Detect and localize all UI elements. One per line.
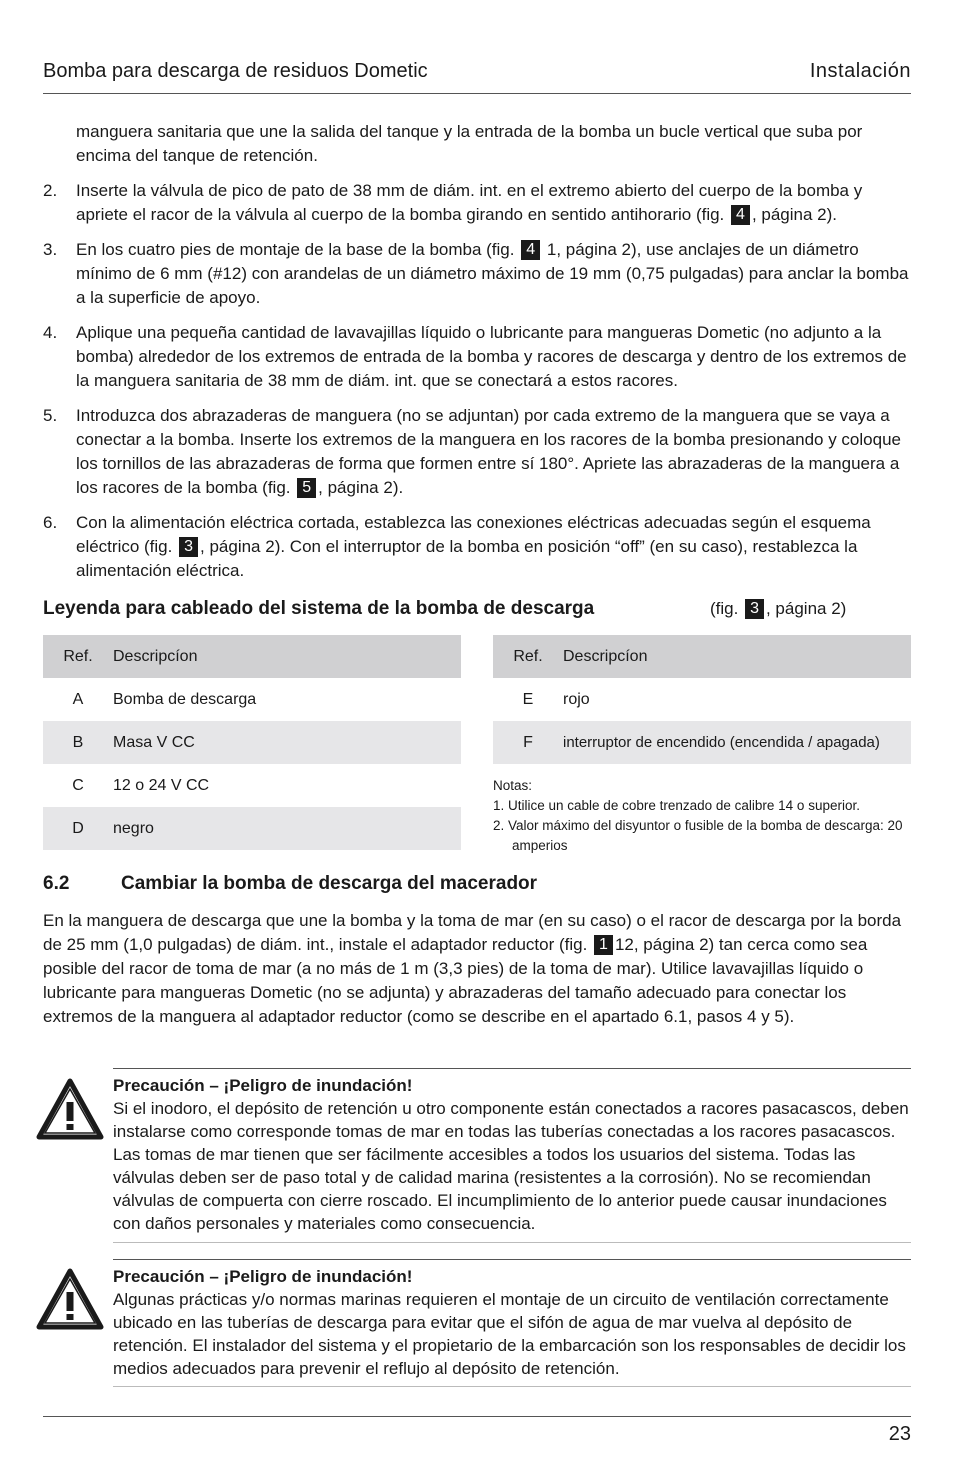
- caution-divider: [113, 1242, 911, 1243]
- caution-divider: [113, 1386, 911, 1387]
- warning-triangle-icon: [36, 1268, 104, 1330]
- legend-figure-ref: (fig. 3 , página 2): [710, 599, 847, 618]
- figure-ref-badge: 5: [297, 478, 316, 498]
- figure-ref-badge: 3: [745, 599, 764, 619]
- ref-cell: B: [43, 721, 113, 764]
- description-cell: 12 o 24 V CC: [113, 776, 210, 794]
- figure-ref-badge: 3: [179, 537, 198, 557]
- caution-divider: [113, 1259, 911, 1260]
- step-number: 6.: [43, 513, 58, 532]
- figure-ref-badge: 4: [521, 240, 540, 260]
- table-header-row: [493, 635, 911, 678]
- step-2-text: Inserte la válvula de pico de pato de 38 mm de diám. int. en el extremo abierto del cuerpo de la bomba y apriete el racor de la válvula al cuerpo de la bomba girando en sentido antihorario (fig. 4 , página 2).: [76, 181, 863, 224]
- section-label: Instalación: [809, 60, 911, 82]
- step-number: 3.: [43, 240, 58, 259]
- step-number: 4.: [43, 323, 58, 342]
- description-cell: Bomba de descarga: [113, 690, 257, 708]
- step-1-continuation: manguera sanitaria que une la salida del tanque y la entrada de la bomba un bucle vertical que suba por encima del tanque de retención.: [76, 122, 863, 165]
- caution-block: [113, 1265, 913, 1380]
- ref-cell: D: [43, 807, 113, 850]
- ref-cell: C: [72, 776, 84, 794]
- caution-title: Precaución – ¡Peligro de inundación!: [113, 1267, 413, 1286]
- step-3-text: En los cuatro pies de montaje de la base de la bomba (fig. 4 1, página 2), use anclajes de un diámetro mínimo de 6 mm (#12) con arandelas de un diámetro máximo de 19 mm (0,75 pulgadas) para anclar la bomba a la superficie de apoyo.: [76, 240, 909, 307]
- table-row: [43, 721, 461, 764]
- note-item: 2. Valor máximo del disyuntor o fusible de la bomba de descarga: 20 amperios: [493, 818, 903, 853]
- footer-divider: [43, 1416, 911, 1417]
- step-number: 5.: [43, 406, 58, 425]
- column-header-ref: Ref.: [493, 635, 563, 678]
- column-header-description: Descripcíon: [563, 635, 911, 678]
- step-6-text: Con la alimentación eléctrica cortada, establezca las conexiones eléctricas adecuadas según el esquema eléctrico (fig. 3 , página 2). Con el interruptor de la bomba en posición “off” (en su caso), restablezca la alimentación eléctrica.: [76, 513, 871, 580]
- column-header-description: Descripcíon: [113, 635, 461, 678]
- caution-block: [113, 1074, 913, 1235]
- table-row: [43, 807, 461, 850]
- step-5-text: Introduzca dos abrazaderas de manguera (no se adjuntan) por cada extremo de la manguera que se vaya a conectar a la bomba. Inserte los extremos de la manguera en los racores de la bomba presionando y coloque los tornillos de las abrazaderas de forma que formen entre sí 180°. Apriete las abrazaderas de la manguera a los racores de la bomba (fig. 5 , página 2).: [76, 406, 901, 497]
- caution-body: Si el inodoro, el depósito de retención u otro componente están conectados a racores pasacascos, deben instalarse como corresponde tomas de mar en todas las tuberías conectadas a los racores pasacascos. Las tomas de mar tienen que ser fácilmente accesibles a todos los usuarios del sistema. Todas las válvulas deben ser de paso total y de calidad marina (resistentes a la corrosión). No se recomiendan válvulas de compuerta con cierre roscado. El incumplimiento de lo anterior puede causar inundaciones con daños personales y materiales como consecuencia.: [113, 1099, 909, 1233]
- figure-ref-badge: 4: [731, 205, 750, 225]
- ref-cell: A: [72, 690, 84, 708]
- table-row: [43, 764, 461, 807]
- caution-body: Algunas prácticas y/o normas marinas requieren el montaje de un circuito de ventilación correctamente ubicado en las tuberías de descarga para evitar que el sifón de agua de mar vuelva al depósito de retención. El instalador del sistema y el propietario de la embarcación son los responsables de decidir los medios adecuados para prevenir el reflujo al depósito de retención.: [113, 1290, 906, 1378]
- document-title: Bomba para descarga de residuos Dometic: [43, 60, 428, 82]
- note-item: 1. Utilice un cable de cobre trenzado de calibre 14 o superior.: [493, 798, 860, 813]
- section-number: 6.2: [43, 873, 70, 894]
- section-paragraph: En la manguera de descarga que une la bomba y la toma de mar (en su caso) o el racor de descarga por la borda de 25 mm (1,0 pulgadas) de diám. int., instale el adaptador reductor (fig. 1 12, página 2) tan cerca como sea posible del racor de toma de mar (a no más de 1 m (3,3 pies) de la toma de mar). Utilice lavavajillas líquido o lubricante para mangueras Dometic (no se adjunta) y abrazaderas del tamaño adecuado para conectar los extremos de la manguera al adaptador reductor (como se describe en el apartado 6.1, pasos 4 y 5).: [43, 911, 902, 1026]
- legend-table-right: [493, 635, 911, 764]
- table-row: [493, 721, 911, 764]
- table-header-row: [43, 635, 461, 678]
- notes-title: Notas:: [493, 778, 533, 793]
- header-divider: [43, 93, 911, 94]
- description-cell: negro: [113, 807, 461, 850]
- description-cell: rojo: [563, 690, 590, 708]
- ref-cell: F: [493, 721, 563, 764]
- step-number: 2.: [43, 181, 58, 200]
- caution-divider: [113, 1068, 911, 1069]
- legend-table-left: [43, 635, 461, 850]
- description-cell: interruptor de encendido (encendida / apagada): [563, 721, 911, 764]
- table-row: [43, 678, 461, 721]
- section-heading: [43, 873, 537, 895]
- column-header-ref: Ref.: [43, 635, 113, 678]
- warning-triangle-icon: [36, 1078, 104, 1140]
- figure-ref-badge: 1: [594, 935, 613, 955]
- table-notes: [493, 776, 913, 856]
- step-4-text: Aplique una pequeña cantidad de lavavajillas líquido o lubricante para mangueras Dometic (no adjunto a la bomba) alrededor de los extremos de entrada de la bomba y racores de descarga y dentro de los extremos de la manguera sanitaria de 38 mm de diám. int. que se conectará a estos racores.: [76, 323, 907, 390]
- description-cell: Masa V CC: [113, 721, 461, 764]
- page-number: 23: [888, 1423, 911, 1445]
- table-row: [493, 678, 911, 721]
- ref-cell: E: [522, 690, 534, 708]
- caution-title: Precaución – ¡Peligro de inundación!: [113, 1076, 413, 1095]
- section-title: Cambiar la bomba de descarga del macerador: [121, 873, 538, 894]
- legend-heading: Leyenda para cableado del sistema de la bomba de descarga: [43, 598, 595, 619]
